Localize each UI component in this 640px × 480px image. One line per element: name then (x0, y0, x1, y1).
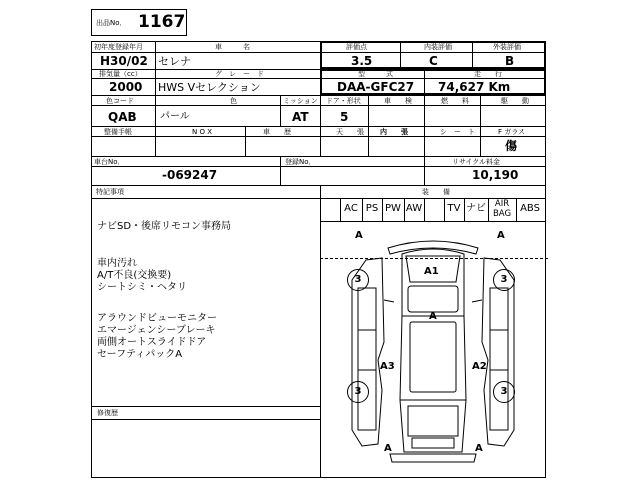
note-line: A/T不良(交換要) (97, 270, 172, 281)
interior-label: 内装評価 (424, 43, 452, 51)
note-line: 両側オートスライドドア (97, 337, 207, 348)
color-value: パール (160, 111, 190, 122)
recycle-label: リサイクル料金 (452, 158, 501, 166)
reg-label: 初年度登録年月 (94, 43, 143, 51)
damage-mark: A (497, 230, 505, 241)
note-line: 車内汚れ (97, 258, 137, 269)
damage-mark: A (355, 230, 363, 241)
equip-navi: ナビ (466, 203, 486, 214)
equip-aw: AW (405, 203, 423, 214)
inspection-label: 車 検 (384, 97, 412, 105)
damage-mark: A (384, 443, 392, 454)
fglass-label: F ガラス (498, 128, 526, 136)
interior-value: C (429, 54, 438, 68)
damage-mark: 3 (347, 381, 369, 403)
chassis-label: 車台No． (94, 158, 125, 166)
recycle-value: 10,190 (472, 168, 519, 182)
damage-mark: A2 (472, 361, 487, 372)
doors-value: 5 (340, 110, 349, 124)
type-label: 型 式 (358, 70, 393, 78)
equip-tv: TV (447, 203, 461, 214)
repair-label: 修復歴 (97, 409, 118, 417)
nox-label: N O X (192, 128, 212, 136)
color-label: 色 (230, 97, 237, 105)
note-line: ナビSD・後席リモコン事務局 (97, 221, 232, 232)
sunroof-label: 天 張 (336, 128, 364, 136)
notes-label: 特記事項 (96, 188, 124, 196)
mission-label: ミッション (283, 97, 318, 105)
equip-pw: PW (385, 203, 401, 214)
seat-label: シ ー ト (440, 128, 475, 136)
doors-label: ドア・形状 (326, 97, 361, 105)
damage-mark: A (475, 443, 483, 454)
equip-abs: ABS (520, 203, 540, 214)
score-label: 評価点 (346, 43, 367, 51)
lot-number: 1167 (138, 12, 186, 32)
damage-mark: 3 (493, 269, 515, 291)
drive-label: 駆 動 (501, 97, 529, 105)
note-line: エマージェンシーブレーキ (97, 325, 216, 336)
mission-value: AT (292, 110, 309, 124)
equip-airbag: AIR BAG (492, 199, 512, 219)
fglass-value: 傷 (505, 139, 518, 153)
type-value: DAA-GFC27 (337, 80, 415, 94)
interior-top-label: 内 張 (380, 128, 408, 136)
manual-label: 整備手帳 (104, 128, 132, 136)
exterior-value: B (505, 54, 515, 68)
damage-mark: A (429, 311, 437, 322)
mileage-label: 走 行 (474, 70, 502, 78)
equipment-label: 装 備 (422, 188, 450, 196)
reg-no-label: 登録No． (285, 158, 316, 166)
cc-label: 排気量（cc） (99, 70, 142, 78)
lot-number-label: 出品No． (96, 19, 127, 27)
cc-value: 2000 (109, 80, 143, 94)
mileage-value: 74,627 Km (438, 80, 511, 94)
reg-value: H30/02 (100, 54, 148, 68)
model-label: 車 名 (215, 43, 250, 51)
grade-value: HWS Vセレクション (158, 81, 261, 94)
note-line: セーフティパックA (97, 349, 183, 360)
score-value: 3.5 (351, 54, 373, 68)
damage-mark: 3 (347, 269, 369, 291)
chassis-value: -069247 (162, 168, 218, 182)
color-code-value: QAB (108, 110, 137, 124)
damage-mark: 3 (493, 381, 515, 403)
lot-number-box (91, 9, 187, 36)
note-line: アラウンドビューモニター (97, 313, 217, 324)
equip-ps: PS (365, 203, 379, 214)
damage-mark: A3 (380, 361, 395, 372)
note-line: シートシミ・ヘタリ (97, 282, 187, 293)
fuel-label: 燃 料 (441, 97, 469, 105)
model-value: セレナ (158, 55, 191, 68)
exterior-label: 外装評価 (493, 43, 521, 51)
damage-mark: A1 (424, 266, 439, 277)
grade-label: グ レ ー ド (215, 70, 264, 78)
equip-ac: AC (344, 203, 358, 214)
history-label: 車 歴 (263, 128, 291, 136)
color-code-label: 色コード (106, 97, 134, 105)
